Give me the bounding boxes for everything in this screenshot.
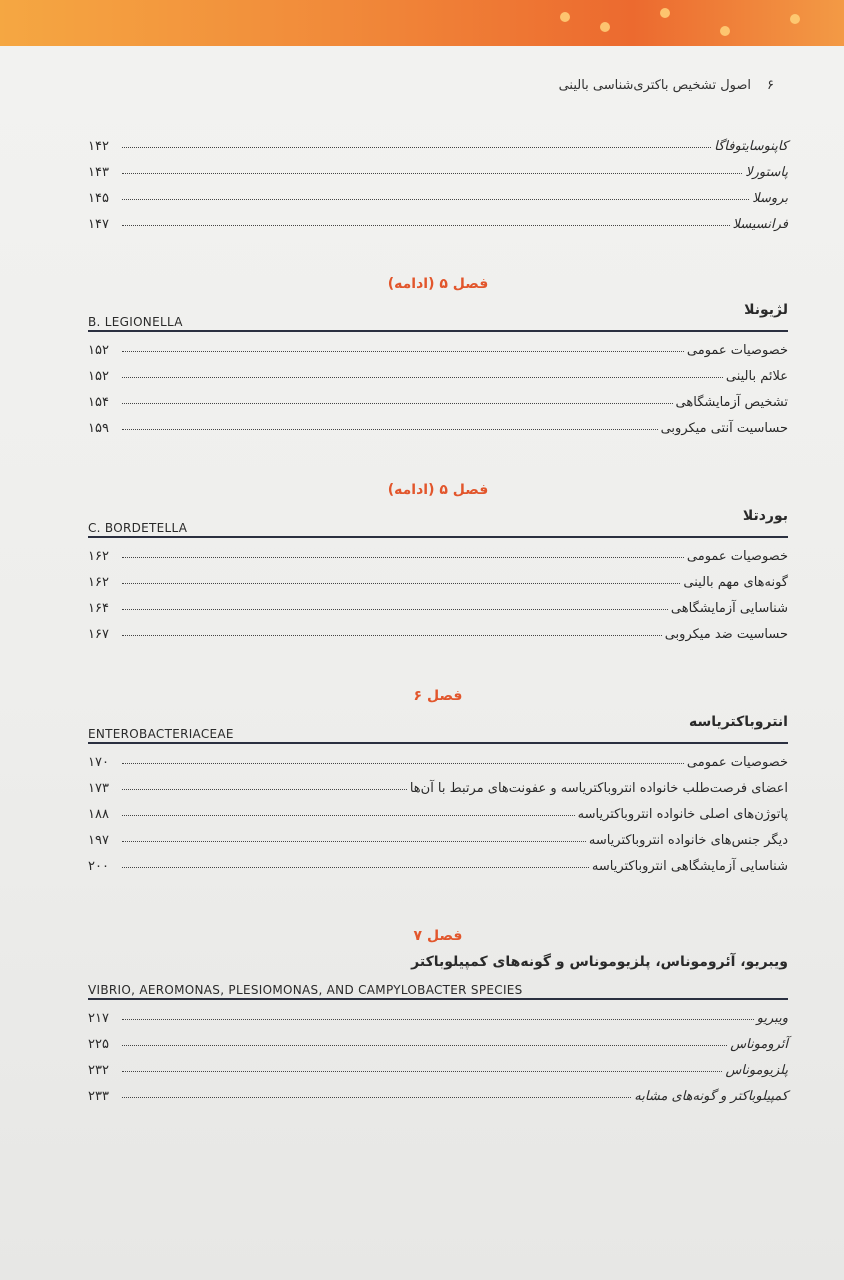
- toc-entry[interactable]: حساسیت ضد میکروبی ۱۶۷: [88, 627, 788, 642]
- section-heading: [88, 300, 788, 332]
- chapter-label: فصل ۷: [413, 928, 463, 944]
- decor-dot: [720, 26, 730, 36]
- toc-entry[interactable]: بروسلا ۱۴۵: [88, 191, 788, 206]
- decor-dot: [790, 14, 800, 24]
- toc-entry[interactable]: دیگر جنس‌های خانواده انتروباکتریاسه ۱۹۷: [88, 833, 788, 848]
- chapter-label: فصل ۵ (ادامه): [387, 482, 489, 498]
- decor-dot: [600, 22, 610, 32]
- section-title-fa: ویبریو، آئروموناس، پلزیوموناس و گونه‌های کمپیلوباکتر: [411, 954, 788, 970]
- toc-entry[interactable]: شناسایی آزمایشگاهی انتروباکتریاسه ۲۰۰: [88, 859, 788, 874]
- section-title-en: C. BORDETELLA: [88, 521, 188, 535]
- section-heading: [88, 712, 788, 744]
- chapter-label: فصل ۶: [413, 688, 463, 704]
- section-heading: [88, 506, 788, 538]
- section-heading: [88, 952, 788, 1000]
- toc-entry[interactable]: خصوصیات عمومی ۱۵۲: [88, 343, 788, 358]
- toc-entry[interactable]: علائم بالینی ۱۵۲: [88, 369, 788, 384]
- section-title-en: VIBRIO, AEROMONAS, PLESIOMONAS, AND CAMPYLOBACTER SPECIES: [88, 983, 523, 997]
- toc-section-continuation: [88, 128, 788, 232]
- toc-entry[interactable]: پلزیوموناس ۲۳۲: [88, 1063, 788, 1078]
- toc-section-enterobacteriaceae: [88, 688, 788, 874]
- toc-page: [0, 46, 844, 1280]
- toc-entry[interactable]: آئروموناس ۲۲۵: [88, 1037, 788, 1052]
- toc-entry[interactable]: خصوصیات عمومی ۱۷۰: [88, 755, 788, 770]
- toc-entry[interactable]: کاپنوسایتوفاگا ۱۴۲: [88, 139, 788, 154]
- toc-entry[interactable]: اعضای فرصت‌طلب خانواده انتروباکتریاسه و عفونت‌های مرتبط با آن‌ها ۱۷۳: [88, 781, 788, 796]
- section-title-en: B. LEGIONELLA: [88, 315, 183, 329]
- toc-section-legionella: [88, 276, 788, 436]
- section-title-fa: انتروباکتریاسه: [688, 714, 788, 730]
- toc-entry[interactable]: فرانسیسلا ۱۴۷: [88, 217, 788, 232]
- page-number: ۶: [767, 78, 774, 93]
- toc-entry[interactable]: پاستورلا ۱۴۳: [88, 165, 788, 180]
- toc-entry[interactable]: کمپیلوباکتر و گونه‌های مشابه ۲۳۳: [88, 1089, 788, 1104]
- toc-section-vibrio: [88, 928, 788, 1104]
- toc-section-bordetella: [88, 482, 788, 642]
- section-title-fa: لژیونلا: [744, 302, 788, 318]
- section-title-fa: بوردتلا: [742, 508, 788, 524]
- decor-dot: [660, 8, 670, 18]
- toc-entry[interactable]: تشخیص آزمایشگاهی ۱۵۴: [88, 395, 788, 410]
- section-title-en: ENTEROBACTERIACEAE: [88, 727, 234, 741]
- running-header: [559, 78, 774, 93]
- chapter-label: فصل ۵ (ادامه): [387, 276, 489, 292]
- toc-entry[interactable]: حساسیت آنتی میکروبی ۱۵۹: [88, 421, 788, 436]
- cover-banner: [0, 0, 844, 50]
- book-title: اصول تشخیص باکتری‌شناسی بالینی: [558, 78, 752, 93]
- toc-entry[interactable]: ویبریو ۲۱۷: [88, 1011, 788, 1026]
- toc-entry[interactable]: پاتوژن‌های اصلی خانواده انتروباکتریاسه ۱۸۸: [88, 807, 788, 822]
- toc-entry[interactable]: خصوصیات عمومی ۱۶۲: [88, 549, 788, 564]
- toc-entry[interactable]: شناسایی آزمایشگاهی ۱۶۴: [88, 601, 788, 616]
- toc-entry[interactable]: گونه‌های مهم بالینی ۱۶۲: [88, 575, 788, 590]
- decor-dot: [560, 12, 570, 22]
